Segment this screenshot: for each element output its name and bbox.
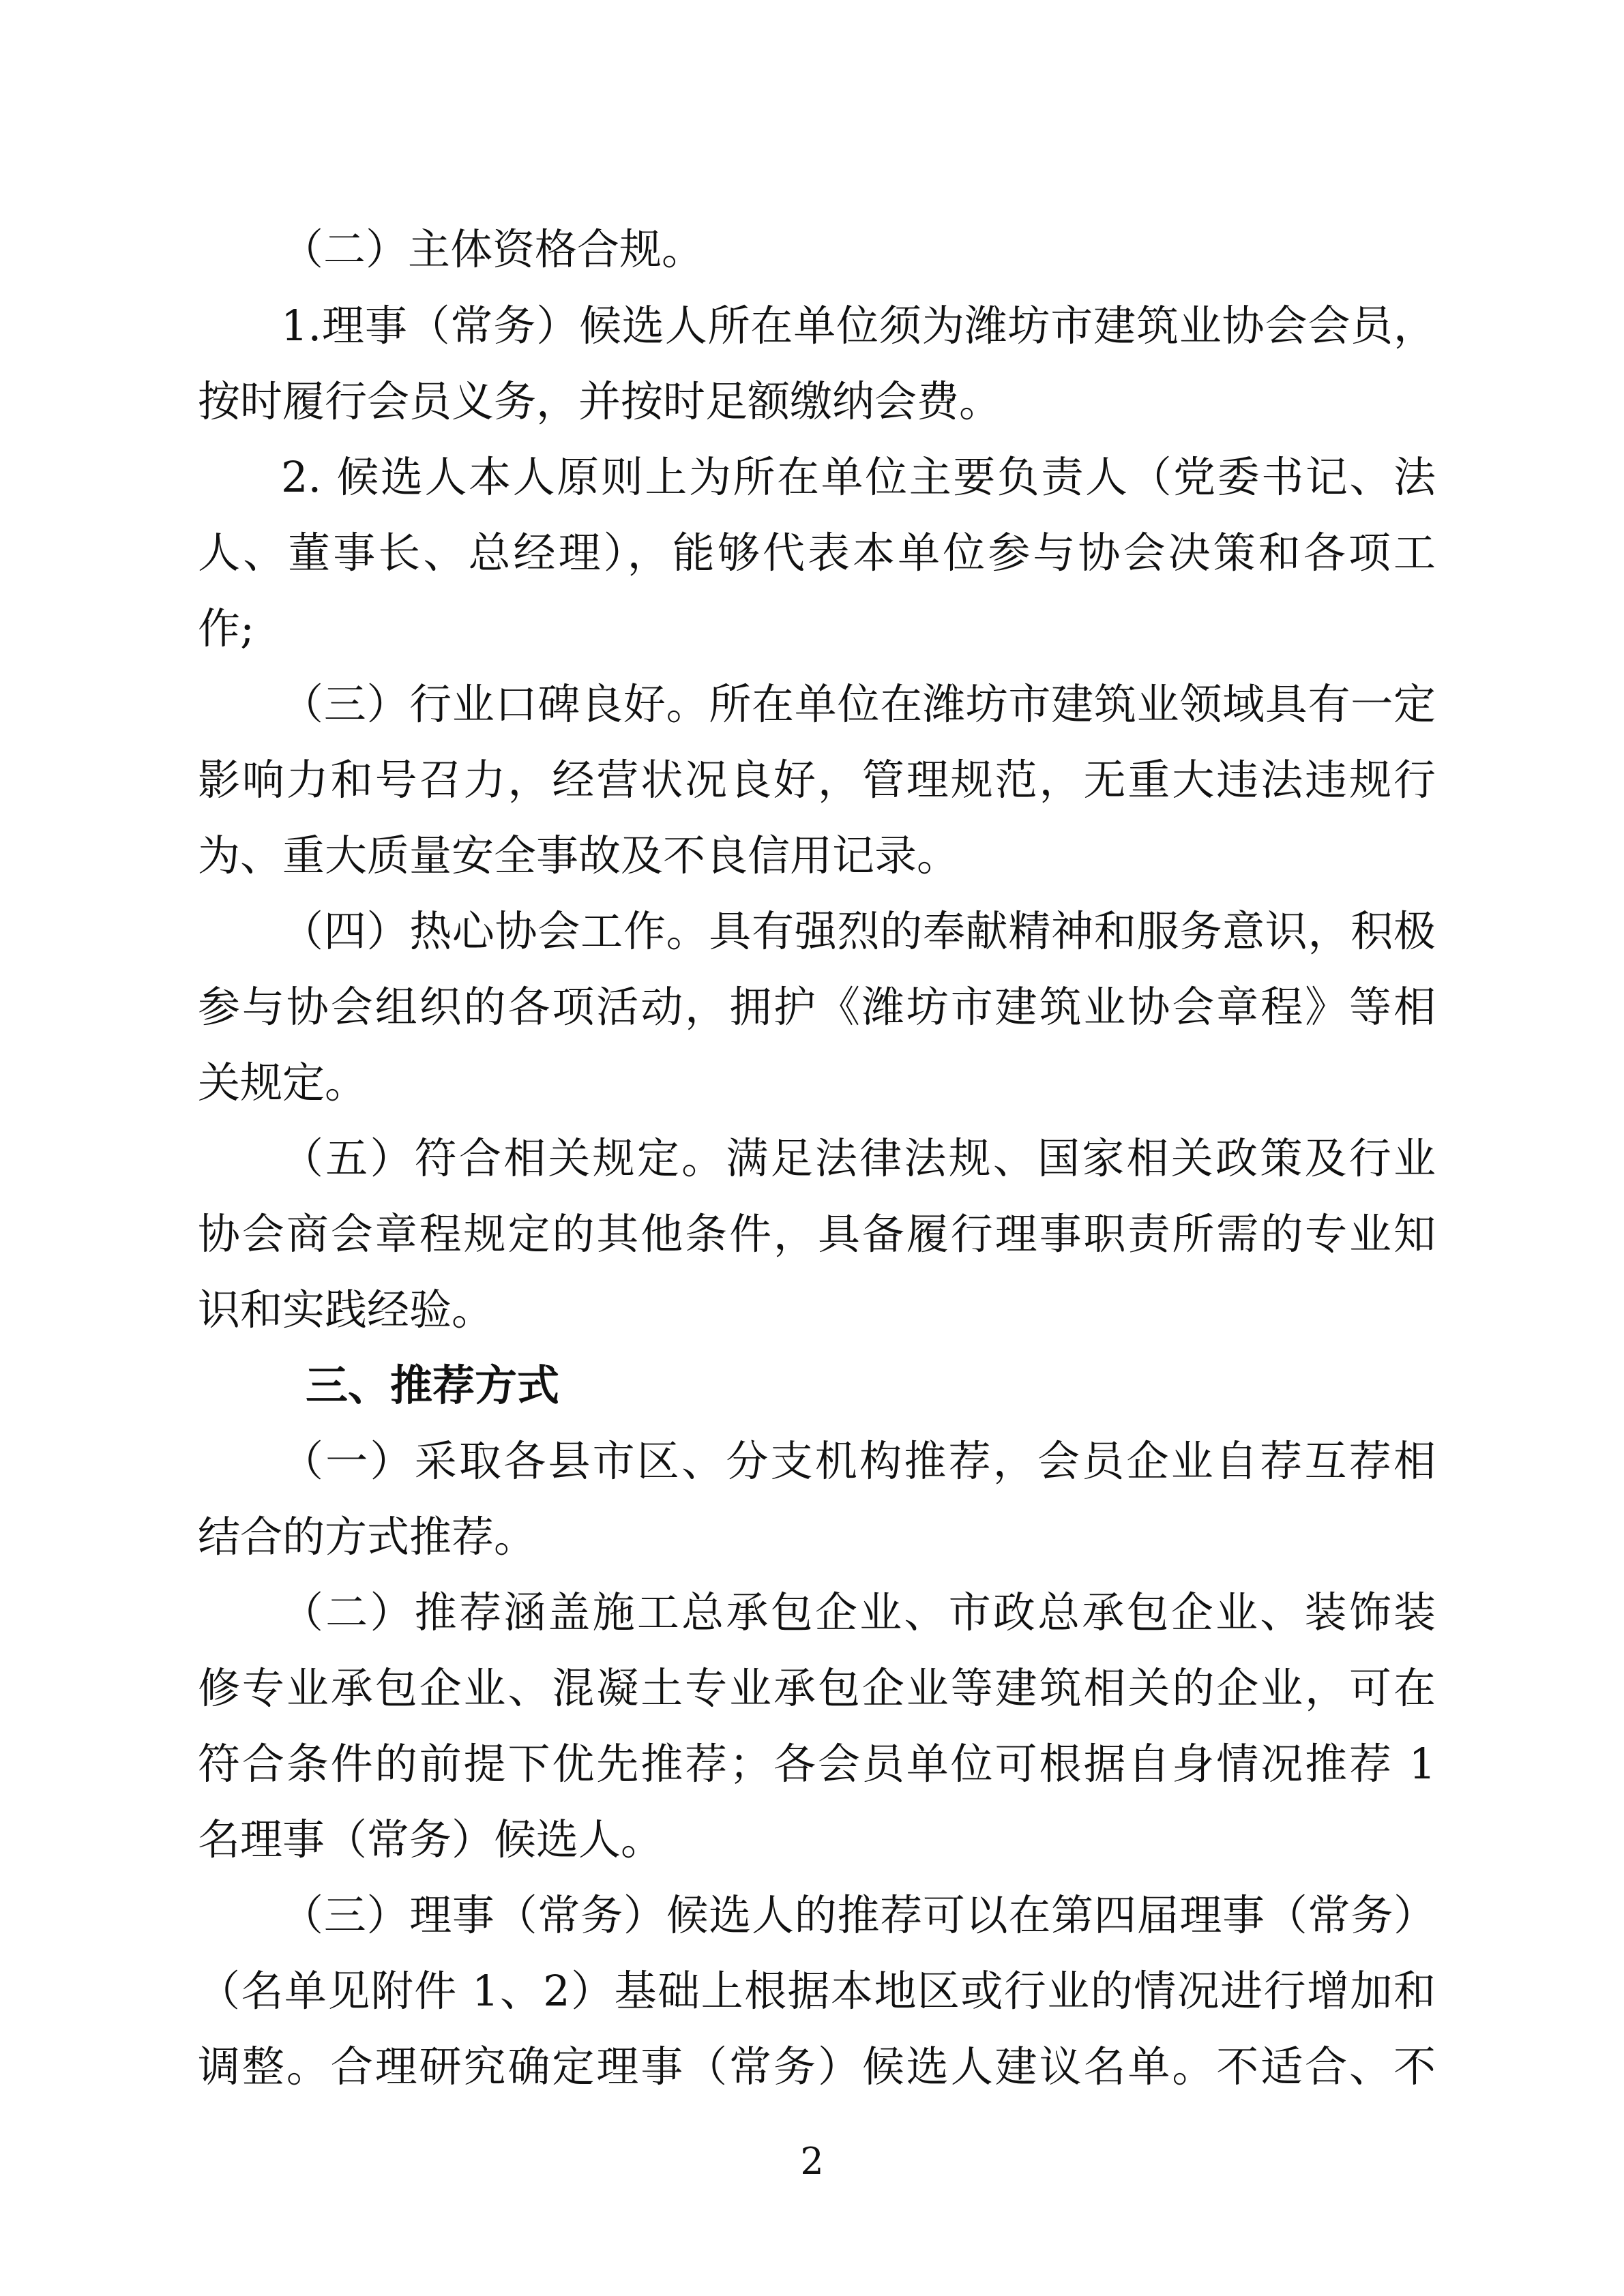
text-line: 按时履行会员义务，并按时足额缴纳会费。 [198,376,1002,426]
text-line: 1.理事（常务）候选人所在单位须为潍坊市建筑业协会会员， [281,301,1436,351]
text-line: 识和实践经验。 [198,1285,494,1335]
section-heading: 三、推荐方式 [306,1360,560,1410]
text-line: 2. 候选人本人原则上为所在单位主要负责人（党委书记、法 [281,452,1436,502]
page-number: 2 [800,2140,824,2183]
text-line: （四）热心协会工作。具有强烈的奉献精神和服务意识，积极 [281,906,1436,956]
text-line: 修专业承包企业、混凝土专业承包企业等建筑相关的企业，可在 [198,1663,1436,1713]
text-line: （二）主体资格合规。 [281,224,705,274]
text-line: 协会商会章程规定的其他条件，具备履行理事职责所需的专业知 [198,1209,1436,1259]
text-line: 影响力和号召力，经营状况良好，管理规范，无重大违法违规行 [198,755,1436,805]
text-line: （五）符合相关规定。满足法律法规、国家相关政策及行业 [281,1133,1436,1183]
text-line: 为、重大质量安全事故及不良信用记录。 [198,831,960,880]
text-line: 参与协会组织的各项活动，拥护《潍坊市建筑业协会章程》等相 [198,982,1436,1032]
text-line: （名单见附件 1、2）基础上根据本地区或行业的情况进行增加和 [198,1966,1436,2016]
text-line: 作; [198,603,254,653]
text-line: （三）行业口碑良好。所在单位在潍坊市建筑业领域具有一定 [281,679,1436,729]
text-line: （二）推荐涵盖施工总承包企业、市政总承包企业、装饰装 [281,1587,1436,1637]
text-line: 关规定。 [198,1058,368,1107]
text-line: （三）理事（常务）候选人的推荐可以在第四届理事（常务） [281,1890,1436,1940]
text-line: 人、董事长、总经理），能够代表本单位参与协会决策和各项工 [198,528,1436,578]
text-line: 调整。合理研究确定理事（常务）候选人建议名单。不适合、不 [198,2042,1436,2091]
text-line: 结合的方式推荐。 [198,1512,537,1562]
text-line: （一）采取各县市区、分支机构推荐，会员企业自荐互荐相 [281,1436,1436,1486]
text-line: 名理事（常务）候选人。 [198,1815,664,1864]
text-line: 符合条件的前提下优先推荐；各会员单位可根据自身情况推荐 1 [198,1739,1436,1789]
